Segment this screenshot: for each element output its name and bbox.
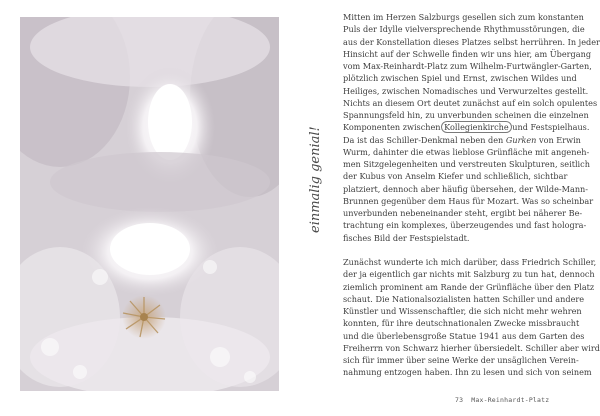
text-line: Künstler und Wissenschaftler, die sich nicht mehr wehren [343,306,582,316]
text-line: Hinsicht auf der Schwelle finden wir uns hier, am Übergang [343,48,592,59]
text-line: der Kubus von Anselm Kiefer und schließlich, sichtbar [343,171,568,182]
body-text [343,11,600,379]
text-line: Freiherrn von Schwarz hierher übersiedelt. Schiller aber wird [343,342,600,353]
text-line: Puls der Idylle vielversprechende Rhythmusstörungen, die [343,24,585,35]
text-fragment: Komponenten zwischen [343,122,444,133]
page-number: 73 [455,396,464,404]
text-line: konnten, für ihre deutschnationalen Zwecke missbraucht [343,318,580,329]
text-line: nahmung entzogen haben. Ihn zu lesen und sich von seinem [343,367,592,378]
text-fragment: von Erwin [536,134,581,145]
text-line [343,121,589,133]
paragraph-2 [343,256,600,379]
ceiling-illustration [20,17,279,391]
text-line: Mitten im Herzen Salzburgs gesellen sich zum konstanten [343,12,584,22]
handwritten-margin-note [301,85,331,235]
text-line: Zunächst wunderte ich mich darüber, dass Friedrich Schiller, [343,257,597,267]
text-line: ziemlich prominent am Rande der Grünfläche über den Platz [343,281,595,292]
text-line: sich für immer über seine Werke der unsäglichen Verein- [343,355,579,365]
text-line: platziert, dennoch aber häufig übersehen, der Wilde-Mann- [343,183,589,194]
text-line: men Sitzgelegenheiten und verstreuten Skulpturen, seitlich [343,159,590,169]
text-line: Brunnen gegenüber dem Haus für Mozart. Was so scheinbar [343,195,594,206]
text-line: Nichts an diesem Ort deutet zunächst auf ein solch opulentes [343,97,598,108]
text-line [343,134,589,146]
paragraph-1 [343,11,600,244]
text-line: und die überlebensgroße Statue 1941 aus dem Garten des [343,330,585,341]
church-ceiling-photo [20,17,279,391]
running-title: Max-Reinhardt-Platz [471,396,550,404]
text-line: plötzlich zwischen Spiel und Ernst, zwischen Wildes und [343,73,577,84]
text-line: Wurm, dahinter die etwas lieblose Grünfläche mit angeneh- [343,146,590,157]
margin-note-text: einmalig genial! [308,126,323,233]
page-footer [455,396,549,404]
text-line: trachtung ein komplexes, überzeugendes und fast hologra- [343,220,587,231]
circled-word: Kollegienkirche [441,121,512,133]
italic-word: Gurken [505,134,537,145]
text-line: vom Max-Reinhardt-Platz zum Wilhelm-Furtwängler-Garten, [343,61,592,71]
text-line: fisches Bild der Festspielstadt. [343,232,470,243]
text-fragment: Da ist das Schiller-Denkmal neben den [343,134,506,145]
paragraph-gap [343,244,589,256]
text-fragment: und Festspielhaus. [509,122,590,133]
text-line: Heiliges, zwischen Nomadisches und Verwurzeltes gestellt. [343,85,589,96]
text-line: unverbunden nebeneinander steht, ergibt bei näherer Be- [343,208,583,218]
text-line: Spannungsfeld hin, zu unverbunden scheinen die einzelnen [343,110,589,120]
margin-note-svg [301,85,331,235]
text-line: aus der Konstellation dieses Platzes selbst herrühren. In jeder [343,36,600,47]
text-line: der ja eigentlich gar nichts mit Salzburg zu tun hat, dennoch [343,269,595,280]
text-line: schaut. Die Nationalsozialisten hatten Schiller und andere [343,293,585,304]
